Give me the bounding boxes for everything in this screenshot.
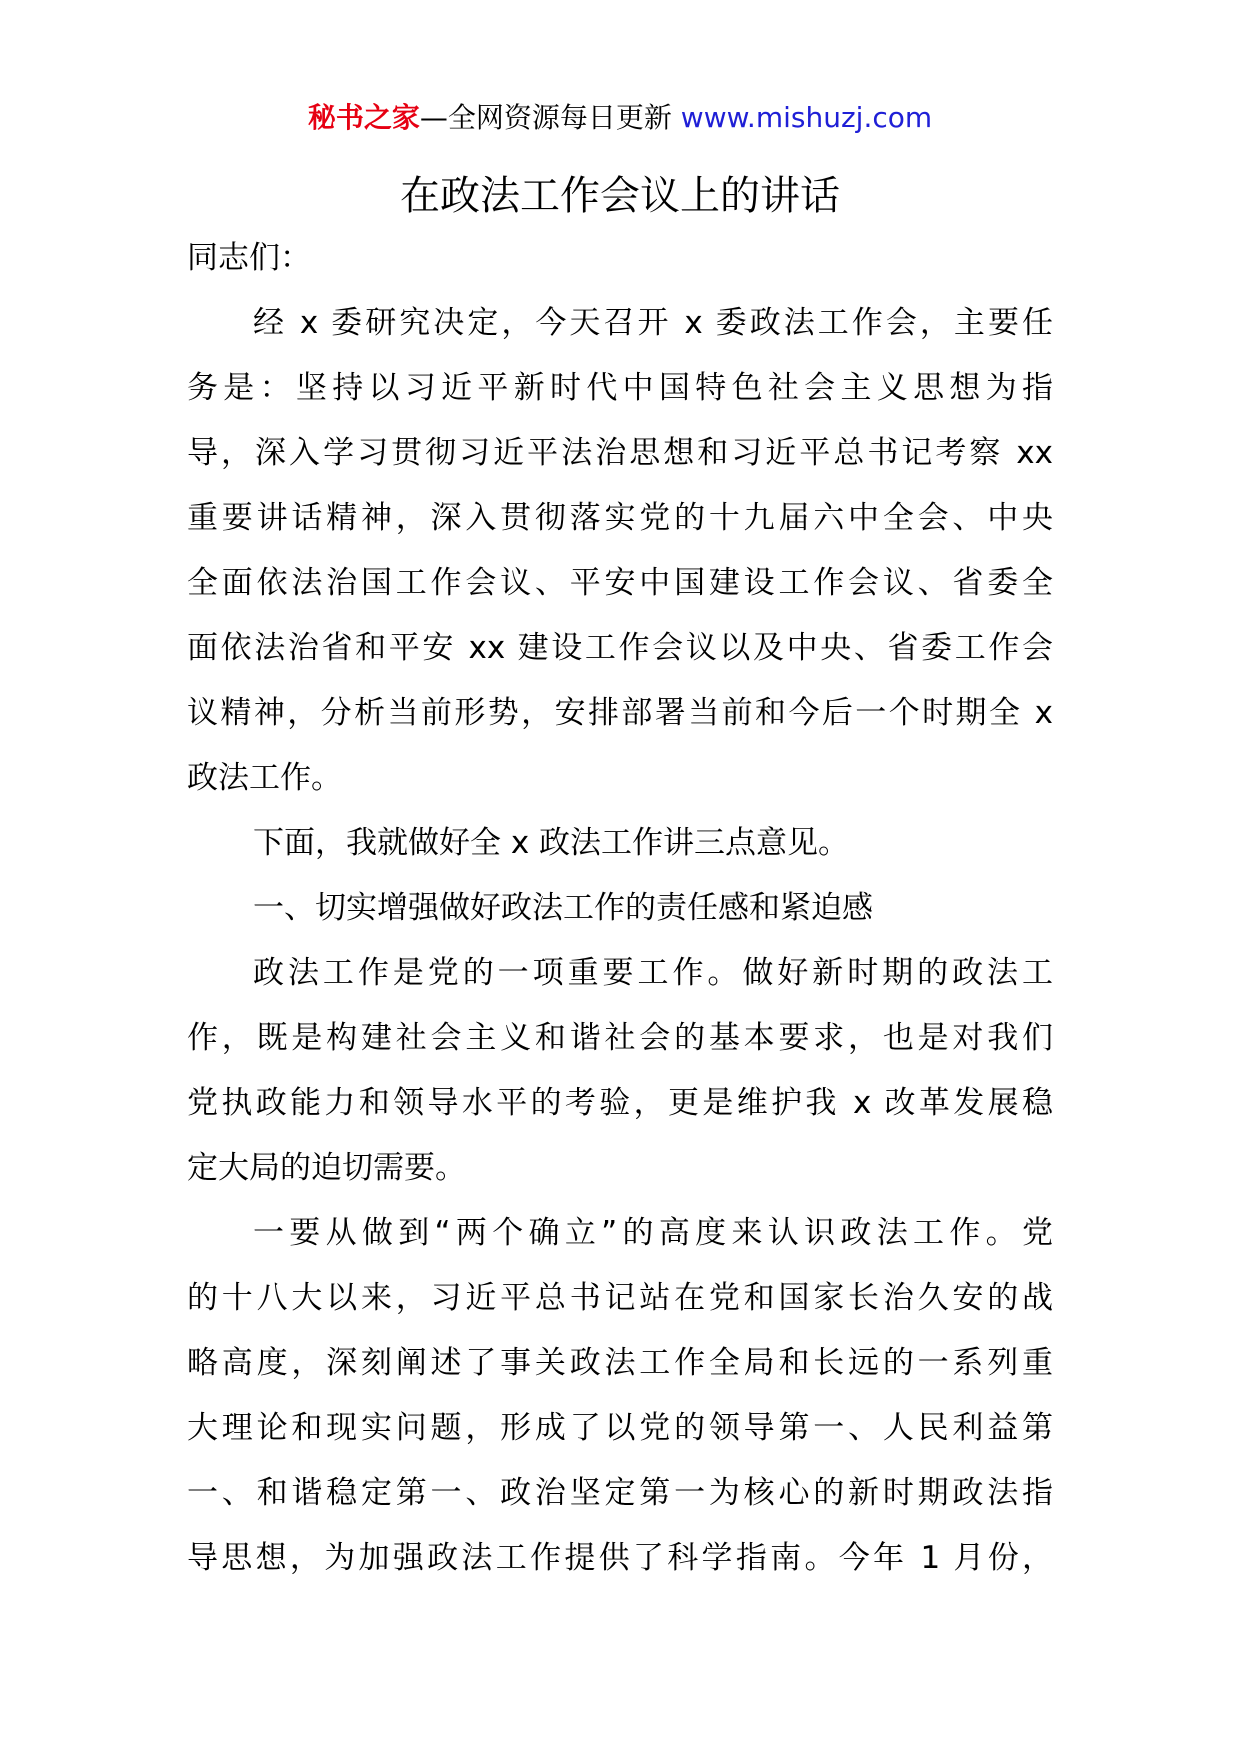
section-heading: 一、切实增强做好政法工作的责任感和紧迫感 bbox=[253, 890, 873, 926]
body-line: 议精神，分析当前形势，安排部署当前和今后一个时期全 x bbox=[187, 695, 1053, 731]
body-line: 全面依法治国工作会议、平安中国建设工作会议、省委全 bbox=[187, 565, 1053, 601]
brand-slogan: —全网资源每日更新 bbox=[419, 101, 672, 134]
brand-name: 秘书之家 bbox=[307, 101, 420, 134]
body-line: 政法工作是党的一项重要工作。做好新时期的政法工 bbox=[253, 955, 1053, 991]
body-line: 政法工作。 bbox=[187, 760, 342, 796]
body-line: 作，既是构建社会主义和谐社会的基本要求，也是对我们 bbox=[187, 1020, 1053, 1056]
document-title: 在政法工作会议上的讲话 bbox=[400, 173, 840, 219]
site-url: www.mishuzj.com bbox=[680, 101, 933, 134]
watermark-header bbox=[0, 98, 1240, 138]
body-line: 定大局的迫切需要。 bbox=[187, 1150, 466, 1186]
body-line: 务是：坚持以习近平新时代中国特色社会主义思想为指 bbox=[187, 370, 1053, 406]
salutation: 同志们： bbox=[187, 240, 311, 276]
body-line: 党执政能力和领导水平的考验，更是维护我 x 改革发展稳 bbox=[187, 1085, 1053, 1121]
body-line: 下面，我就做好全 x 政法工作讲三点意见。 bbox=[253, 825, 850, 861]
body-line: 导，深入学习贯彻习近平法治思想和习近平总书记考察 xx bbox=[187, 435, 1053, 471]
body-line: 重要讲话精神，深入贯彻落实党的十九届六中全会、中央 bbox=[187, 500, 1053, 536]
body-line: 的十八大以来，习近平总书记站在党和国家长治久安的战 bbox=[187, 1280, 1053, 1316]
body-line: 经 x 委研究决定，今天召开 x 委政法工作会，主要任 bbox=[253, 305, 1053, 341]
body-line: 略高度，深刻阐述了事关政法工作全局和长远的一系列重 bbox=[187, 1345, 1053, 1381]
body-line: 一、和谐稳定第一、政治坚定第一为核心的新时期政法指 bbox=[187, 1475, 1053, 1511]
body-line: 大理论和现实问题，形成了以党的领导第一、人民利益第 bbox=[187, 1410, 1053, 1446]
document-body bbox=[187, 226, 1053, 1591]
body-line: 一要从做到“两个确立”的高度来认识政法工作。党 bbox=[253, 1215, 1053, 1251]
body-line: 导思想，为加强政法工作提供了科学指南。今年 1 月份， bbox=[187, 1540, 1053, 1576]
body-line: 面依法治省和平安 xx 建设工作会议以及中央、省委工作会 bbox=[187, 630, 1053, 666]
